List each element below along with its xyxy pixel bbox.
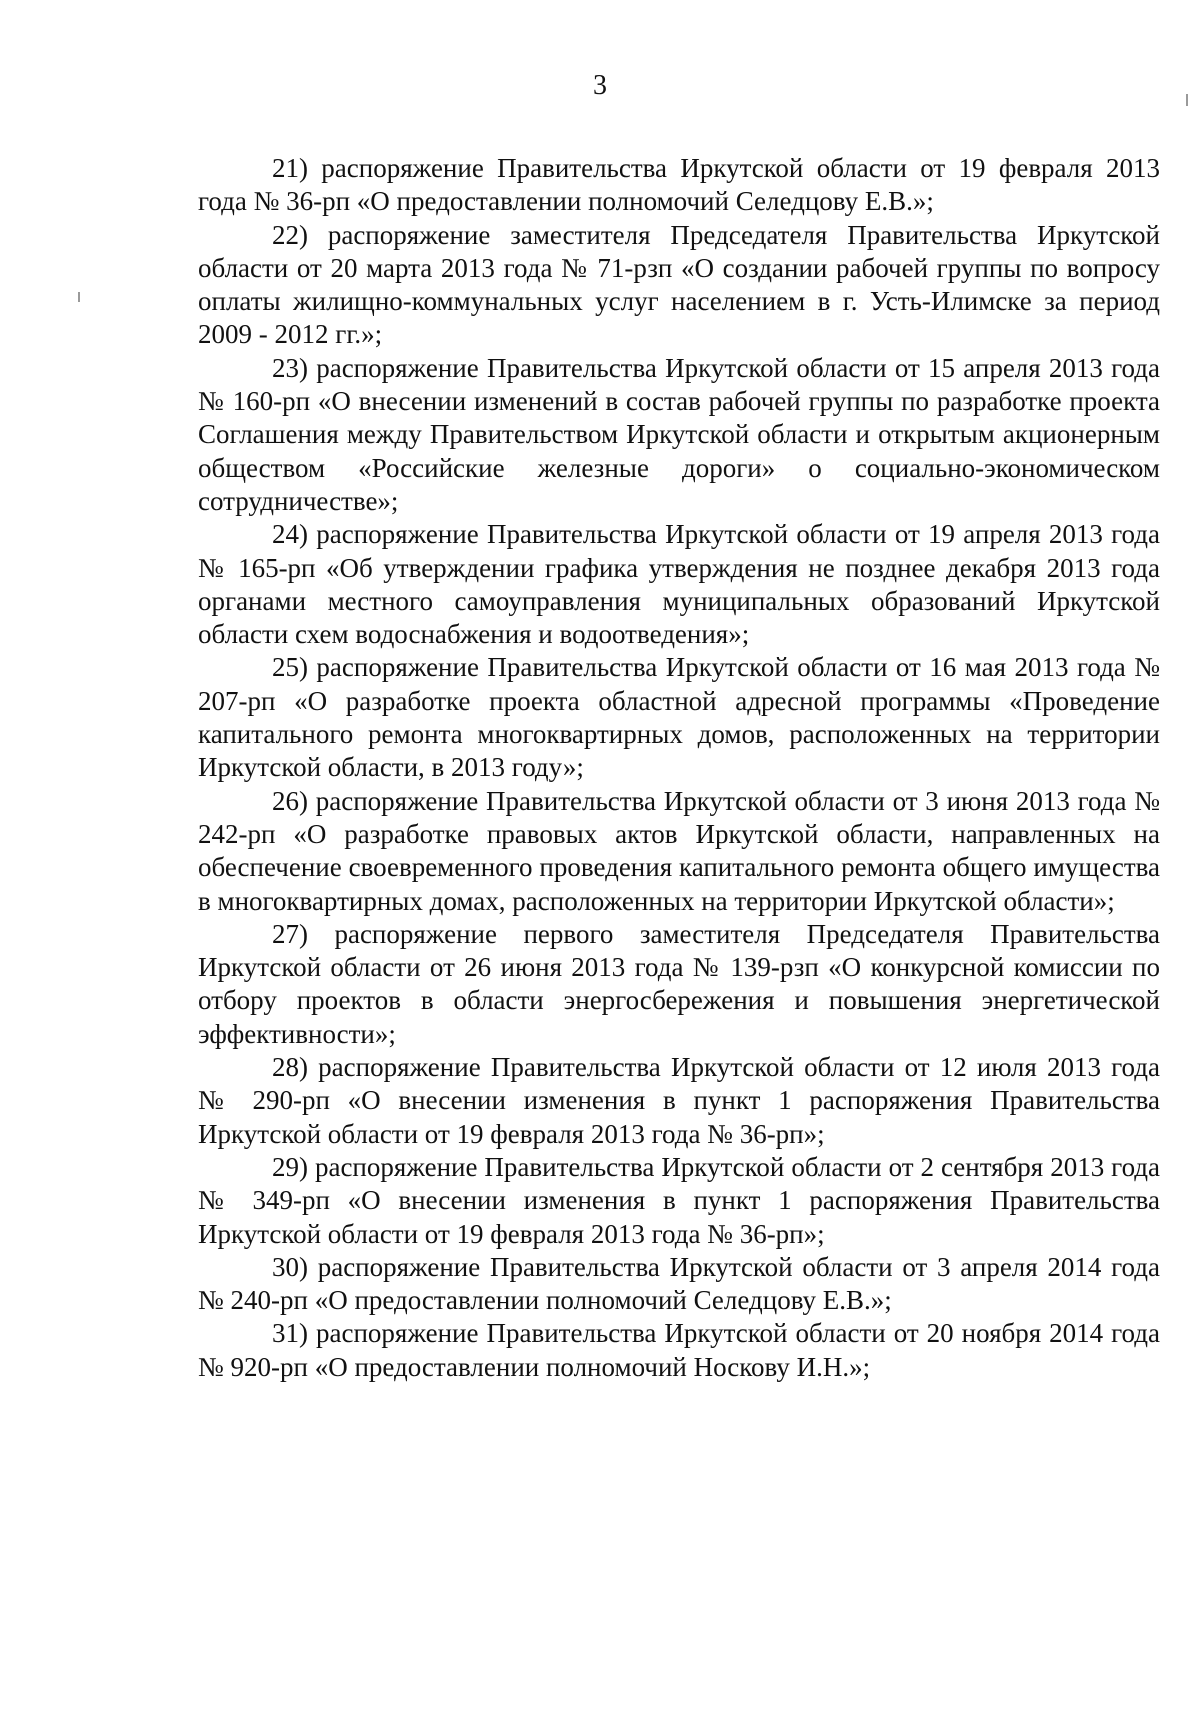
list-item-30-lead: 30) распоряжение Правительства Иркутской области bbox=[272, 1251, 893, 1282]
list-item-29 bbox=[198, 1151, 1160, 1251]
list-item-30 bbox=[198, 1251, 1160, 1318]
list-item-23-lead: 23) распоряжение Правительства Иркутской области bbox=[272, 352, 887, 383]
list-item-28-text: от 12 июля 2013 года № 290-рп «О внесении изменения в пункт 1 распоряжения Правительства Иркутской области от 19 февраля 2013 года № 36-рп»; bbox=[198, 1052, 1160, 1149]
list-item-21-lead: 21) распоряжение Правительства Иркутской области bbox=[272, 153, 907, 183]
list-item-25-text: 25) распоряжение Правительства Иркутской области от 16 мая 2013 года № 207-рп «О разработке проекта областной адресной программы «Проведение капитального ремонта многоквартирных домов, расположенных на территории Иркутской области, в 2013 году»; bbox=[198, 652, 1160, 783]
list-item-22-text: 22) распоряжение заместителя Председателя Правительства Иркутской области от 20 марта 2013 года № 71-рзп «О создании рабочей группы по вопросу оплаты жилищно-коммунальных услуг населением в г. Усть-Илимске за период 2009 - 2012 гг.»; bbox=[198, 219, 1160, 350]
list-item-21 bbox=[198, 152, 1160, 219]
list-item-31-text: от 20 ноября 2014 года № 920-рп «О предоставлении полномочий Носкову И.Н.»; bbox=[198, 1318, 1160, 1382]
list-item-31 bbox=[198, 1317, 1160, 1384]
list-item-27-text: 27) распоряжение первого заместителя Председателя Правительства Иркутской области от 26 июня 2013 года № 139-рзп «О конкурсной комиссии по отбору проектов в области энергосбережения и повышения энергетической эффективности»; bbox=[198, 918, 1160, 1049]
list-item-22 bbox=[198, 219, 1160, 352]
list-item-29-text: от 2 сентября 2013 года № 349-рп «О внесении изменения в пункт 1 распоряжения Правительства Иркутской области от 19 февраля 2013 года № 36-рп»; bbox=[198, 1151, 1161, 1249]
page-number: 3 bbox=[593, 70, 607, 101]
list-item-24-text: от 19 апреля 2013 года № 165-рп «Об утверждении графика утверждения не позднее декабря 2013 года органами местного самоуправления муниципальных образований Иркутской области схем водоснабжения и водоотведения»; bbox=[198, 519, 1160, 650]
list-item-26 bbox=[198, 785, 1160, 918]
list-item-30-text: от 3 апреля 2014 года № 240-рп «О предоставлении полномочий Селедцову Е.В.»; bbox=[198, 1251, 1160, 1316]
list-item-28 bbox=[198, 1051, 1160, 1151]
document-body bbox=[198, 152, 1160, 1384]
list-item-23 bbox=[198, 352, 1160, 518]
list-item-24-lead: 24) распоряжение Правительства Иркутской области bbox=[272, 519, 887, 550]
list-item-27 bbox=[198, 918, 1160, 1051]
list-item-25 bbox=[198, 651, 1160, 784]
list-item-28-lead: 28) распоряжение Правительства Иркутской области bbox=[272, 1052, 895, 1083]
list-item-29-lead: 29) распоряжение Правительства Иркутской области bbox=[272, 1151, 882, 1182]
list-item-23-text: от 15 апреля 2013 года № 160-рп «О внесении изменений в состав рабочей группы по разработке проекта Соглашения между Правительством Иркутской области и открытым акционерным обществом «Российские железные дороги» о социально-экономическом сотрудничестве»; bbox=[198, 352, 1160, 516]
list-item-21-text: от 19 февраля 2013 года № 36-рп «О предоставлении полномочий Селедцову Е.В.»; bbox=[198, 153, 1160, 217]
list-item-26-lead: 26) распоряжение Правительства Иркутской области bbox=[272, 785, 885, 816]
scan-mark-left bbox=[78, 292, 80, 302]
list-item-26-text: от 3 июня 2013 года № 242-рп «О разработке правовых актов Иркутской области, направленных на обеспечение своевременного проведения капитального ремонта общего имущества в многоквартирных домах, расположенных на территории Иркутской области»; bbox=[198, 785, 1161, 916]
list-item-31-lead: 31) распоряжение Правительства Иркутской области bbox=[272, 1318, 886, 1349]
list-item-24 bbox=[198, 518, 1160, 651]
